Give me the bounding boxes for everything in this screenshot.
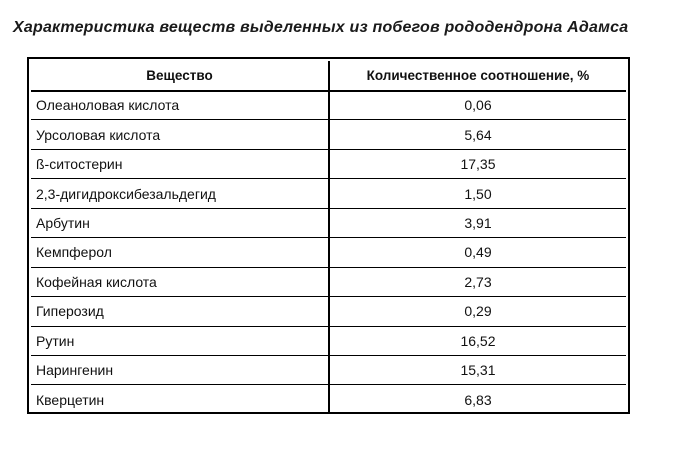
substance-name: Олеаноловая кислота xyxy=(31,91,329,120)
substance-name: Кверцетин xyxy=(31,385,329,414)
table-header-row xyxy=(31,61,626,91)
substance-value: 17,35 xyxy=(329,149,626,178)
substance-value: 2,73 xyxy=(329,267,626,296)
table-row xyxy=(31,179,626,208)
table-row xyxy=(31,355,626,384)
substance-value: 0,49 xyxy=(329,238,626,267)
table-row xyxy=(31,208,626,237)
substance-value: 15,31 xyxy=(329,355,626,384)
table-row xyxy=(31,297,626,326)
substance-name: Нарингенин xyxy=(31,355,329,384)
substance-name: Гиперозид xyxy=(31,297,329,326)
substances-table xyxy=(31,61,626,414)
page-title: Характеристика веществ выделенных из побегов рододендрона Адамса xyxy=(13,19,629,36)
substance-value: 0,29 xyxy=(329,297,626,326)
substance-name: Кофейная кислота xyxy=(31,267,329,296)
table-row xyxy=(31,238,626,267)
table-row xyxy=(31,385,626,414)
substance-name: Арбутин xyxy=(31,208,329,237)
substance-value: 0,06 xyxy=(329,91,626,120)
substance-value: 16,52 xyxy=(329,326,626,355)
table-row xyxy=(31,326,626,355)
table-row xyxy=(31,149,626,178)
table-row xyxy=(31,91,626,120)
substance-value: 6,83 xyxy=(329,385,626,414)
substance-name: ß-ситостерин xyxy=(31,149,329,178)
substance-value: 1,50 xyxy=(329,179,626,208)
data-table-frame xyxy=(27,57,630,414)
substance-name: Кемпферол xyxy=(31,238,329,267)
header-ratio: Количественное соотношение, % xyxy=(329,61,626,91)
header-substance: Вещество xyxy=(31,61,329,91)
table-row xyxy=(31,120,626,149)
table-row xyxy=(31,267,626,296)
substance-value: 5,64 xyxy=(329,120,626,149)
substance-name: Урсоловая кислота xyxy=(31,120,329,149)
substance-name: Рутин xyxy=(31,326,329,355)
substance-value: 3,91 xyxy=(329,208,626,237)
substance-name: 2,3-дигидроксибезальдегид xyxy=(31,179,329,208)
